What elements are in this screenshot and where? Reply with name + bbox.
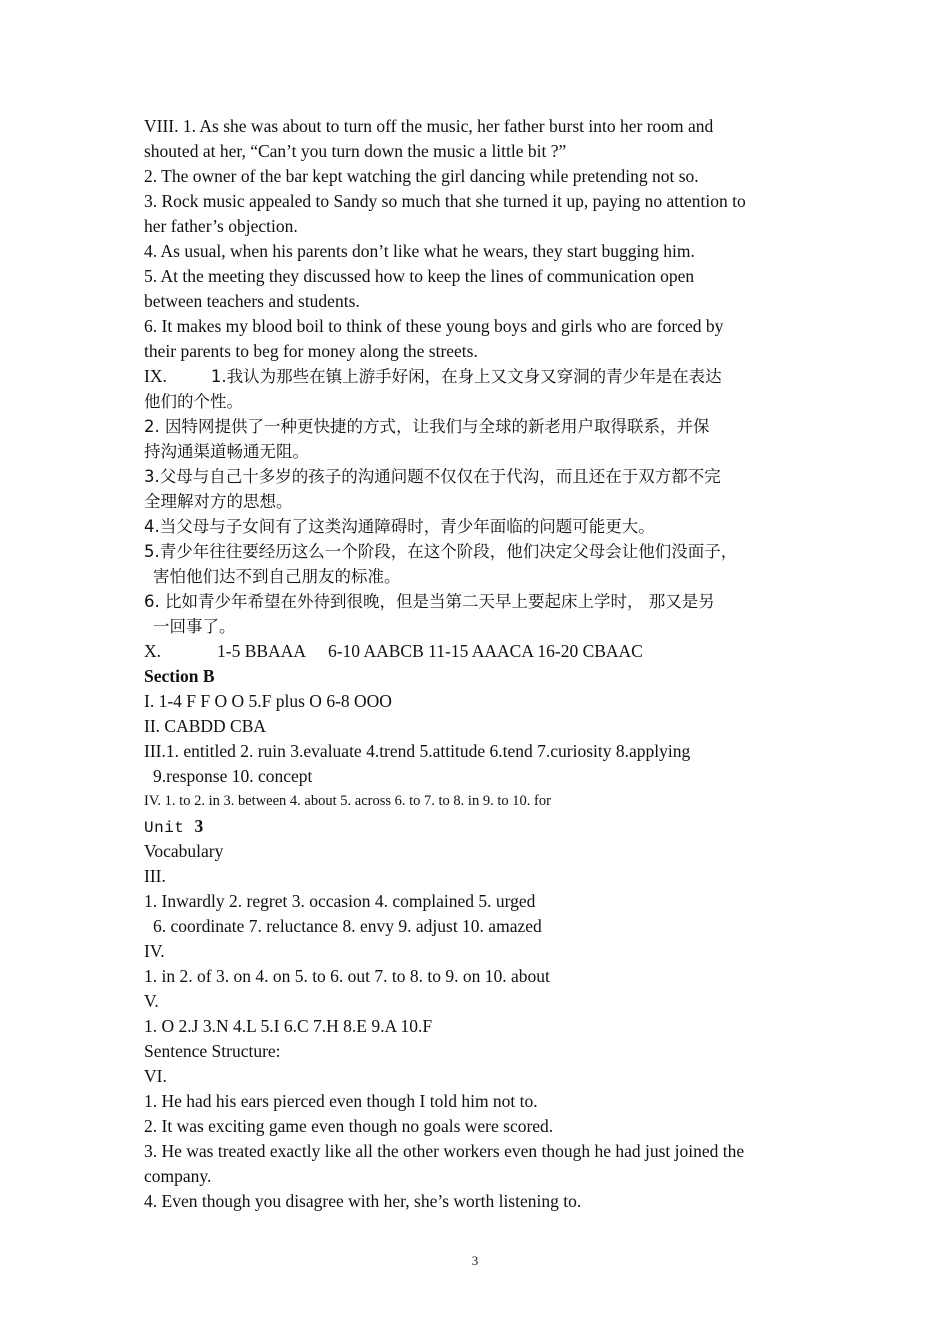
- unit-number: 3: [194, 816, 204, 836]
- unit-heading: [144, 814, 814, 839]
- section-label: X.: [144, 641, 162, 661]
- text-line: Sentence Structure:: [144, 1041, 281, 1061]
- section-heading: Section B: [144, 666, 215, 686]
- answer-group: 1-5 BBAAA: [217, 641, 306, 661]
- text-line: V.: [144, 991, 159, 1011]
- unit-label: Unit: [144, 819, 195, 837]
- text-line: VI.: [144, 1066, 167, 1086]
- text-line: 4.当父母与子女间有了这类沟通障碍时，青少年面临的问题可能更大。: [144, 517, 655, 536]
- text-line: 1. in 2. of 3. on 4. on 5. to 6. out 7. to 8. to 9. on 10. about: [144, 966, 550, 986]
- text-line: 6. coordinate 7. reluctance 8. envy 9. adjust 10. amazed: [153, 916, 542, 936]
- text-line: III.: [144, 866, 166, 886]
- text-line: 1. Inwardly 2. regret 3. occasion 4. complained 5. urged: [144, 891, 536, 911]
- text-line: [144, 639, 814, 664]
- text-line: 持沟通渠道畅通无阻。: [144, 442, 309, 461]
- text-line: Vocabulary: [144, 841, 224, 861]
- text-line: between teachers and students.: [144, 291, 360, 311]
- text-line: II. CABDD CBA: [144, 716, 267, 736]
- text-line: company.: [144, 1166, 212, 1186]
- text-line: shouted at her, “Can’t you turn down the music a little bit ?”: [144, 141, 567, 161]
- text-line: her father’s objection.: [144, 216, 298, 236]
- section-label: IX.: [144, 366, 167, 386]
- text-line: 5.青少年往往要经历这么一个阶段，在这个阶段，他们决定父母会让他们没面子，: [144, 542, 738, 561]
- text-line: their parents to beg for money along the streets.: [144, 341, 478, 361]
- text-line: 2. The owner of the bar kept watching the girl dancing while pretending not so.: [144, 166, 699, 186]
- text-line: 全理解对方的思想。: [144, 492, 293, 511]
- page-number: 3: [471, 1253, 479, 1268]
- text-line: 6. 比如青少年希望在外待到很晚，但是当第二天早上要起床上学时， 那又是另: [144, 592, 715, 611]
- text-line: 他们的个性。: [144, 392, 243, 411]
- text-line: 5. At the meeting they discussed how to keep the lines of communication open: [144, 266, 695, 286]
- text-line: 一回事了。: [153, 617, 236, 636]
- translation-text: 1.我认为那些在镇上游手好闲，在身上又文身又穿洞的青少年是在表达: [210, 367, 722, 386]
- text-line: 4. As usual, when his parents don’t like what he wears, they start bugging him.: [144, 241, 695, 261]
- text-line: 1. He had his ears pierced even though I told him not to.: [144, 1091, 538, 1111]
- text-line: [144, 364, 814, 389]
- text-line: 4. Even though you disagree with her, she’s worth listening to.: [144, 1191, 582, 1211]
- text-line: 3.父母与自己十多岁的孩子的沟通问题不仅仅在于代沟，而且还在于双方都不完: [144, 467, 721, 486]
- text-line: I. 1-4 F F O O 5.F plus O 6-8 OOO: [144, 691, 392, 711]
- text-line: 3. Rock music appealed to Sandy so much that she turned it up, paying no attention to: [144, 191, 746, 211]
- text-line: 6. It makes my blood boil to think of these young boys and girls who are forced by: [144, 316, 724, 336]
- text-line: IV. 1. to 2. in 3. between 4. about 5. across 6. to 7. to 8. in 9. to 10. for: [144, 793, 551, 809]
- text-line: 3. He was treated exactly like all the other workers even though he had just joined the: [144, 1141, 745, 1161]
- text-line: IV.: [144, 941, 165, 961]
- text-line: 害怕他们达不到自己朋友的标准。: [153, 567, 401, 586]
- text-line: III.1. entitled 2. ruin 3.evaluate 4.trend 5.attitude 6.tend 7.curiosity 8.applying: [144, 741, 691, 761]
- answer-group: 6-10 AABCB 11-15 AAACA 16-20 CBAAC: [327, 641, 643, 661]
- text-line: 2. It was exciting game even though no goals were scored.: [144, 1116, 554, 1136]
- text-line: 2. 因特网提供了一种更快捷的方式，让我们与全球的新老用户取得联系，并保: [144, 417, 710, 436]
- text-line: VIII. 1. As she was about to turn off the music, her father burst into her room and: [144, 116, 714, 136]
- answer-key-text: [144, 114, 814, 1214]
- text-line: 9.response 10. concept: [153, 766, 313, 786]
- text-line: 1. O 2.J 3.N 4.L 5.I 6.C 7.H 8.E 9.A 10.F: [144, 1016, 433, 1036]
